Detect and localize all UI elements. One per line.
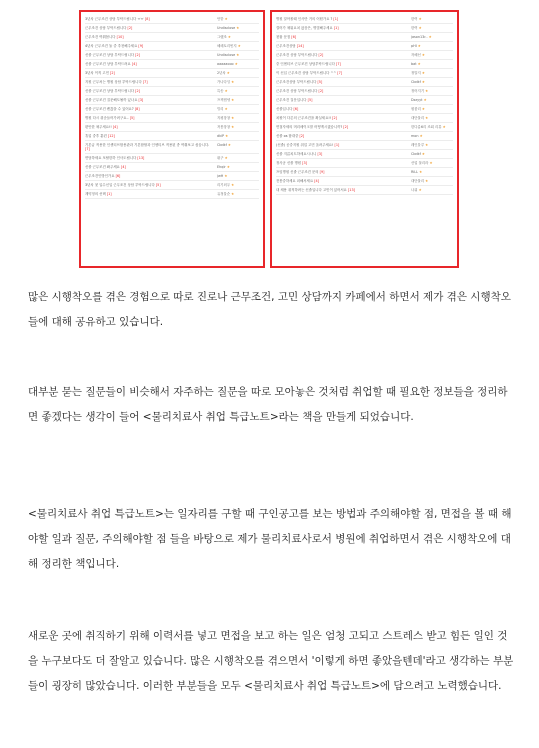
post-title-text[interactable]: 중 인센티브 근무조건 상담부탁드립니다 bbox=[276, 61, 336, 66]
post-title-text[interactable]: 편안한 채주세요!! bbox=[85, 124, 113, 129]
post-row[interactable] bbox=[85, 190, 259, 199]
post-title[interactable] bbox=[276, 35, 411, 39]
post-author[interactable] bbox=[217, 53, 259, 57]
author-name[interactable]: 2년차 bbox=[217, 70, 226, 75]
post-author[interactable] bbox=[411, 125, 453, 129]
member-star-icon: ★ bbox=[428, 160, 433, 165]
author-name[interactable]: Cbdkf bbox=[411, 79, 421, 84]
member-star-icon: ★ bbox=[225, 70, 230, 75]
post-title[interactable] bbox=[85, 35, 217, 39]
comment-count: [1] bbox=[106, 191, 112, 196]
post-row[interactable] bbox=[276, 24, 453, 33]
member-star-icon: ★ bbox=[226, 142, 231, 147]
left-post-list bbox=[79, 10, 265, 268]
author-name[interactable]: 저봉창창 bbox=[217, 124, 231, 129]
member-star-icon: ★ bbox=[233, 61, 238, 66]
author-name[interactable]: mon bbox=[411, 133, 419, 138]
post-author[interactable] bbox=[411, 62, 453, 66]
comment-count: [2] bbox=[318, 52, 324, 57]
post-row[interactable] bbox=[85, 114, 259, 123]
comment-count: [4] bbox=[131, 61, 137, 66]
member-star-icon: ★ bbox=[236, 43, 241, 48]
comment-count: [6] bbox=[291, 34, 297, 39]
author-name[interactable]: 한다름6리 조회 리뷰 bbox=[411, 124, 442, 129]
comment-count: [6] bbox=[115, 173, 121, 178]
post-title-text[interactable]: 신졸 근무조건 상담 부탁드립니다 bbox=[85, 52, 136, 57]
post-row[interactable] bbox=[85, 154, 259, 163]
member-star-icon: ★ bbox=[424, 142, 429, 147]
post-title[interactable] bbox=[276, 161, 411, 165]
post-title-text[interactable]: 내 채용 취직하려는 신졸입니다 고민이 있어서요 bbox=[276, 187, 348, 192]
post-title[interactable] bbox=[85, 156, 217, 160]
author-name[interactable]: 그랬조 bbox=[217, 34, 227, 39]
post-row[interactable] bbox=[85, 78, 259, 87]
post-author[interactable] bbox=[411, 170, 453, 174]
post-title[interactable] bbox=[276, 107, 411, 111]
author-name[interactable]: Undisclose bbox=[217, 25, 236, 30]
member-star-icon: ★ bbox=[230, 191, 235, 196]
member-star-icon: ★ bbox=[420, 106, 425, 111]
author-name[interactable]: pHI bbox=[411, 43, 417, 48]
post-row[interactable] bbox=[276, 114, 453, 123]
author-name[interactable]: 특송 bbox=[217, 88, 224, 93]
post-author[interactable] bbox=[217, 192, 259, 196]
post-author[interactable] bbox=[217, 183, 259, 187]
member-star-icon: ★ bbox=[230, 115, 235, 120]
post-title[interactable] bbox=[85, 143, 217, 151]
comment-count: [2] bbox=[135, 88, 140, 93]
member-star-icon: ★ bbox=[427, 34, 432, 39]
author-name[interactable]: 레인블루 bbox=[411, 142, 425, 147]
member-star-icon: ★ bbox=[223, 155, 228, 160]
author-name[interactable]: dkiP bbox=[217, 133, 225, 138]
author-name[interactable]: RiLL bbox=[411, 169, 419, 174]
comment-count: [3] bbox=[138, 97, 144, 102]
post-title[interactable] bbox=[276, 62, 411, 66]
member-star-icon: ★ bbox=[225, 164, 230, 169]
post-row[interactable] bbox=[276, 42, 453, 51]
comment-count: [2] bbox=[343, 124, 349, 129]
post-title[interactable] bbox=[276, 188, 411, 192]
article-body-3 bbox=[28, 502, 514, 577]
member-star-icon: ★ bbox=[230, 124, 235, 129]
comment-count: [7] bbox=[85, 146, 90, 151]
post-row[interactable] bbox=[85, 141, 259, 154]
post-author[interactable] bbox=[217, 134, 259, 138]
comment-count: [2] bbox=[127, 25, 133, 30]
post-title-text[interactable]: 첫잡 문점 bbox=[276, 34, 292, 39]
author-name[interactable]: 혜헤토리빈지 bbox=[217, 43, 237, 48]
post-title-text[interactable]: 계약정의 선택 bbox=[85, 191, 107, 196]
member-star-icon: ★ bbox=[424, 115, 429, 120]
comment-count: [1] bbox=[333, 25, 339, 30]
comment-count: [9] bbox=[138, 43, 144, 48]
post-title[interactable] bbox=[276, 71, 411, 75]
post-title[interactable] bbox=[85, 80, 217, 84]
member-star-icon: ★ bbox=[416, 61, 421, 66]
member-star-icon: ★ bbox=[422, 97, 427, 102]
post-row[interactable] bbox=[85, 163, 259, 172]
post-title-text[interactable]: 이 신입 근무조건 상담 부탁드립니다 ^^ bbox=[276, 70, 338, 75]
post-author[interactable] bbox=[411, 107, 453, 111]
author-name[interactable]: 가나다잉 bbox=[217, 79, 231, 84]
post-author[interactable] bbox=[217, 165, 259, 169]
author-name[interactable]: 한여 bbox=[411, 25, 418, 30]
post-row[interactable] bbox=[276, 168, 453, 177]
post-title-text[interactable]: 병원 알아볼때 인사만 거의 어떤가요 ? bbox=[276, 16, 334, 21]
author-name[interactable]: 지평창창 bbox=[217, 115, 231, 120]
author-name[interactable]: 유정불순 bbox=[217, 191, 231, 196]
comment-count: [14] bbox=[296, 43, 304, 48]
post-row[interactable] bbox=[85, 24, 259, 33]
member-star-icon: ★ bbox=[223, 88, 228, 93]
author-name[interactable]: 정말지 bbox=[411, 70, 421, 75]
post-title-text[interactable]: 전봉중하세요 피해서세요 bbox=[276, 178, 315, 183]
author-name[interactable]: 대단물리 bbox=[411, 178, 425, 183]
article-body-2 bbox=[28, 380, 514, 430]
post-title-text[interactable]: 휴업 중후 훈련 bbox=[85, 133, 108, 138]
post-title[interactable] bbox=[85, 116, 217, 120]
post-author[interactable] bbox=[411, 80, 453, 84]
post-row[interactable] bbox=[85, 69, 259, 78]
comment-count: [1] bbox=[334, 142, 340, 147]
author-name[interactable]: 프젝썸넹 bbox=[217, 97, 231, 102]
post-title[interactable] bbox=[85, 125, 217, 129]
post-row[interactable] bbox=[276, 186, 453, 195]
comment-count: [13] bbox=[347, 187, 355, 192]
post-title-text[interactable]: 3년차 이직 고민 bbox=[85, 70, 111, 75]
member-star-icon: ★ bbox=[441, 124, 446, 129]
post-row[interactable] bbox=[85, 172, 259, 181]
comment-count: [8] bbox=[144, 16, 150, 21]
post-title-text[interactable]: 근무조건인방인가요 bbox=[85, 173, 116, 178]
post-title-text[interactable]: 3년차 첫 입수신입 근무조건 상담 부탁드립니다 bbox=[85, 182, 156, 187]
post-title-text[interactable]: 근무조건상담 bbox=[276, 43, 297, 48]
comment-count: [4] bbox=[112, 124, 118, 129]
author-name[interactable]: aaaaaooo bbox=[217, 61, 234, 66]
post-author[interactable] bbox=[411, 116, 453, 120]
author-name[interactable]: 산업 물리라 bbox=[411, 160, 429, 165]
post-row[interactable] bbox=[276, 105, 453, 114]
post-title[interactable] bbox=[276, 125, 411, 129]
post-title-text[interactable]: (신졸) 공중지원 취업 고민 올려주세요! bbox=[276, 142, 335, 147]
post-row[interactable] bbox=[85, 96, 259, 105]
post-title-text[interactable]: 신졸 근무조건 질문해도될까 있나요 bbox=[85, 97, 139, 102]
post-title[interactable] bbox=[276, 170, 411, 174]
post-title[interactable] bbox=[276, 98, 411, 102]
author-name[interactable]: Cbdkf bbox=[411, 151, 421, 156]
post-title[interactable] bbox=[276, 134, 411, 138]
post-row[interactable] bbox=[276, 60, 453, 69]
member-star-icon: ★ bbox=[420, 79, 425, 84]
comment-count: [4] bbox=[121, 164, 126, 169]
post-author[interactable] bbox=[411, 35, 453, 39]
comment-count: [13] bbox=[137, 155, 145, 160]
member-star-icon: ★ bbox=[224, 133, 229, 138]
comment-count: [6] bbox=[293, 106, 299, 111]
post-title[interactable] bbox=[276, 152, 411, 156]
post-author[interactable] bbox=[217, 80, 259, 84]
comment-count: [4] bbox=[314, 178, 319, 183]
post-row[interactable] bbox=[85, 51, 259, 60]
forum-screenshot bbox=[79, 10, 459, 272]
comment-count: [8] bbox=[134, 106, 140, 111]
post-row[interactable] bbox=[276, 96, 453, 105]
paragraph-2: 대부분 묻는 질문들이 비슷해서 자주하는 질문을 따로 모아놓은 것처럼 취업할 때 필요한 정보들을 정리하면 좋겠다는 생각이 들어 <물리치료사 취업 특급노트>라는 책을 만들게 되었습니다. bbox=[28, 386, 508, 423]
member-star-icon: ★ bbox=[230, 182, 235, 187]
member-star-icon: ★ bbox=[223, 173, 228, 178]
member-star-icon: ★ bbox=[418, 133, 423, 138]
comment-count: [5] bbox=[155, 182, 161, 187]
post-title-text[interactable]: 프임병원 신졸 근무조건 문의 bbox=[276, 169, 320, 174]
member-star-icon: ★ bbox=[420, 52, 425, 57]
post-author[interactable] bbox=[411, 89, 453, 93]
post-title-text[interactable]: 근무조건 상담 부탁드립니다 bbox=[85, 25, 128, 30]
author-name[interactable]: 정어지기 bbox=[411, 88, 425, 93]
post-author[interactable] bbox=[411, 53, 453, 57]
paragraph-4: 새로운 곳에 취직하기 위해 이력서를 넣고 면접을 보고 하는 일은 엄청 고되고 스트레스 받고 힘든 일인 것을 누구보다도 더 잘알고 있습니다. 많은 시행착오를 겪으면서 '이렇게 하면 좋았을텐데'라고 생각하는 부분들이 굉장히 많았습니다. 이러한 부분들을 모두 <물리치료사 취업 특급노트>에 담으려고 노력했습니다. bbox=[28, 630, 514, 692]
post-title-text[interactable]: 신졸입니다 bbox=[276, 106, 294, 111]
post-author[interactable] bbox=[217, 26, 259, 30]
post-author[interactable] bbox=[217, 156, 259, 160]
post-row[interactable] bbox=[276, 132, 453, 141]
author-name[interactable]: 원룸리 bbox=[411, 106, 421, 111]
comment-count: [7] bbox=[142, 79, 148, 84]
post-title[interactable] bbox=[85, 17, 217, 21]
post-row[interactable] bbox=[85, 33, 259, 42]
member-star-icon: ★ bbox=[417, 25, 422, 30]
member-star-icon: ★ bbox=[223, 106, 228, 111]
post-title-text[interactable]: 결어가 채워요치 않음은, 명법해주세요 bbox=[276, 25, 334, 30]
post-author[interactable] bbox=[411, 26, 453, 30]
post-title[interactable] bbox=[276, 80, 411, 84]
post-title[interactable] bbox=[85, 44, 217, 48]
post-row[interactable] bbox=[85, 123, 259, 132]
comment-count: [2] bbox=[332, 115, 337, 120]
post-title[interactable] bbox=[276, 26, 411, 30]
post-title-text[interactable]: 근무조건 상담 부탁드립니다 bbox=[276, 88, 319, 93]
member-star-icon: ★ bbox=[416, 43, 421, 48]
article-body bbox=[28, 285, 514, 335]
post-author[interactable] bbox=[411, 152, 453, 156]
member-star-icon: ★ bbox=[420, 70, 425, 75]
post-title[interactable] bbox=[85, 165, 217, 169]
post-row[interactable] bbox=[85, 181, 259, 190]
post-title-text[interactable]: 기본급 적용한 인센티브합용관과 기본합할과 인센티브 적용된 종 여쭤보고 싶습니다. bbox=[85, 142, 210, 147]
paragraph-3: <물리치료사 취업 특급노트>는 일자리를 구할 때 구인공고를 보는 방법과 주의해야할 점, 면접을 볼 때 해야할 일과 질문, 주의해야할 점 들을 바탕으로 제가 물리치료사로서 병원에 취업하면서 겪은 시행착오에 대해 정리한 책입니다. bbox=[28, 508, 512, 570]
post-title[interactable] bbox=[85, 71, 217, 75]
member-star-icon: ★ bbox=[424, 178, 429, 183]
post-title[interactable] bbox=[276, 116, 411, 120]
author-name[interactable]: jason13r.. bbox=[411, 34, 428, 39]
post-author[interactable] bbox=[411, 17, 453, 21]
author-name[interactable]: bat bbox=[411, 61, 417, 66]
post-title-text[interactable]: 신졸 근무조건 봐주세요 bbox=[85, 164, 121, 169]
post-title[interactable] bbox=[276, 53, 411, 57]
post-row[interactable] bbox=[276, 150, 453, 159]
post-title[interactable] bbox=[85, 107, 217, 111]
post-title[interactable] bbox=[85, 89, 217, 93]
post-row[interactable] bbox=[85, 15, 259, 24]
comment-count: [3] bbox=[302, 160, 307, 165]
post-title[interactable] bbox=[276, 179, 411, 183]
post-author[interactable] bbox=[411, 188, 453, 192]
post-title-text[interactable]: 3년차 근무조건 상담 부탁드립니다 ㅠㅠ bbox=[85, 16, 145, 21]
paragraph-1: 많은 시행착오를 겪은 경험으로 따로 진로나 근무조건, 고민 상담까지 카페에서 하면서 제가 겪은 시행착오들에 대해 공유하고 있습니다. bbox=[28, 291, 511, 328]
post-title-text[interactable]: 병원 다시 취준들어가려구요.. bbox=[85, 115, 130, 120]
post-author[interactable] bbox=[217, 17, 259, 21]
post-author[interactable] bbox=[217, 35, 259, 39]
comment-count: [5] bbox=[317, 79, 323, 84]
post-title-text[interactable]: 근무조건 여쭤봅니다 bbox=[85, 34, 117, 39]
post-title[interactable] bbox=[85, 192, 217, 196]
post-title-text[interactable]: 신졸 근무조건 괜찮을 수 있어요? bbox=[85, 106, 135, 111]
post-author[interactable] bbox=[411, 98, 453, 102]
comment-count: [2] bbox=[318, 88, 324, 93]
article-body-4 bbox=[28, 624, 514, 699]
post-author[interactable] bbox=[217, 62, 259, 66]
post-author[interactable] bbox=[411, 71, 453, 75]
author-name[interactable]: 한여 bbox=[411, 16, 418, 21]
post-title-text[interactable]: 치원이 다른의 근무조건을 확실세요!! bbox=[276, 115, 333, 120]
post-title[interactable] bbox=[85, 134, 217, 138]
author-name[interactable]: 나위 bbox=[411, 187, 418, 192]
author-name[interactable]: 펑구 bbox=[217, 155, 224, 160]
comment-count: [1] bbox=[333, 16, 339, 21]
post-author[interactable] bbox=[411, 179, 453, 183]
post-title[interactable] bbox=[276, 44, 411, 48]
post-title[interactable] bbox=[85, 53, 217, 57]
author-name[interactable]: jwH bbox=[217, 173, 224, 178]
comment-count: [9] bbox=[319, 169, 325, 174]
post-author[interactable] bbox=[217, 98, 259, 102]
author-name[interactable]: 안뚱 bbox=[217, 16, 224, 21]
post-title-text[interactable]: 면접자세의 머리메이크를 어떻게시겠습니까? bbox=[276, 124, 344, 129]
member-star-icon: ★ bbox=[418, 169, 423, 174]
post-row[interactable] bbox=[85, 105, 259, 114]
post-author[interactable] bbox=[411, 161, 453, 165]
post-row[interactable] bbox=[276, 141, 453, 150]
post-title-text[interactable]: 정사공 신졸 병원 bbox=[276, 160, 303, 165]
post-row[interactable] bbox=[276, 78, 453, 87]
post-row[interactable] bbox=[276, 87, 453, 96]
author-name[interactable]: 대단물리 bbox=[411, 115, 425, 120]
post-title-text[interactable]: 신졸 근무조건 상담 부탁드립니다 bbox=[85, 88, 136, 93]
member-star-icon: ★ bbox=[420, 151, 425, 156]
post-title[interactable] bbox=[276, 143, 411, 147]
member-star-icon: ★ bbox=[424, 88, 429, 93]
post-author[interactable] bbox=[217, 143, 259, 147]
author-name[interactable]: 밍리 bbox=[217, 106, 224, 111]
member-star-icon: ★ bbox=[417, 187, 422, 192]
post-author[interactable] bbox=[411, 143, 453, 147]
post-title[interactable] bbox=[85, 26, 217, 30]
post-title-text[interactable]: 신졸 os 합대중 bbox=[276, 133, 300, 138]
post-author[interactable] bbox=[217, 107, 259, 111]
comment-count: [5] bbox=[129, 115, 135, 120]
post-title-text[interactable]: 신졸 지름치트하세요시나니 bbox=[276, 151, 318, 156]
comment-count: [2] bbox=[299, 133, 305, 138]
member-star-icon: ★ bbox=[235, 25, 240, 30]
author-name[interactable]: 리기외우 bbox=[217, 182, 231, 187]
comment-count: [2] bbox=[110, 70, 115, 75]
comment-count: [7] bbox=[336, 61, 341, 66]
post-title-text[interactable]: 4년차 근무조건 둘 중 추천해주세요 bbox=[85, 43, 139, 48]
post-title[interactable] bbox=[85, 62, 217, 66]
author-name[interactable]: 자혜선 bbox=[411, 52, 421, 57]
comment-count: [2] bbox=[135, 52, 140, 57]
post-author[interactable] bbox=[217, 125, 259, 129]
comment-count: [5] bbox=[307, 97, 313, 102]
post-title[interactable] bbox=[85, 98, 217, 102]
post-row[interactable] bbox=[276, 69, 453, 78]
comment-count: [7] bbox=[337, 70, 343, 75]
post-author[interactable] bbox=[217, 44, 259, 48]
post-row[interactable] bbox=[276, 123, 453, 132]
post-author[interactable] bbox=[411, 134, 453, 138]
post-row[interactable] bbox=[85, 132, 259, 141]
post-title[interactable] bbox=[276, 17, 411, 21]
post-author[interactable] bbox=[411, 44, 453, 48]
post-title-text[interactable]: 근무조건 상담 부탁드립니다 bbox=[276, 52, 319, 57]
post-author[interactable] bbox=[217, 71, 259, 75]
post-author[interactable] bbox=[217, 116, 259, 120]
post-title-text[interactable]: 면담하세요 포탈한하 인사도립니다 bbox=[85, 155, 138, 160]
post-title[interactable] bbox=[85, 174, 217, 178]
post-title[interactable] bbox=[85, 183, 217, 187]
author-name[interactable]: Undisclose bbox=[217, 52, 236, 57]
post-row[interactable] bbox=[276, 33, 453, 42]
post-title-text[interactable]: 근무조건상담 부탁드립니다 bbox=[276, 79, 318, 84]
post-author[interactable] bbox=[217, 89, 259, 93]
member-star-icon: ★ bbox=[417, 16, 422, 21]
right-post-list bbox=[270, 10, 459, 268]
author-name[interactable]: Dzzyyt bbox=[411, 97, 423, 102]
member-star-icon: ★ bbox=[226, 34, 231, 39]
member-star-icon: ★ bbox=[223, 16, 228, 21]
post-row[interactable] bbox=[276, 159, 453, 168]
author-name[interactable]: Ehqlr bbox=[217, 164, 226, 169]
member-star-icon: ★ bbox=[230, 97, 235, 102]
post-title-text[interactable]: 근무조건 질문입니다 bbox=[276, 97, 308, 102]
post-author[interactable] bbox=[217, 174, 259, 178]
post-title-text[interactable]: 지원 근무처는 병원 상담 부탁드립니다 bbox=[85, 79, 143, 84]
member-star-icon: ★ bbox=[230, 79, 235, 84]
author-name[interactable]: Cbdkf bbox=[217, 142, 227, 147]
post-title[interactable] bbox=[276, 89, 411, 93]
comment-count: [3] bbox=[317, 151, 323, 156]
post-row[interactable] bbox=[276, 177, 453, 186]
post-row[interactable] bbox=[85, 87, 259, 96]
post-row[interactable] bbox=[85, 42, 259, 51]
post-row[interactable] bbox=[276, 15, 453, 24]
comment-count: [10] bbox=[116, 34, 124, 39]
comment-count: [12] bbox=[107, 133, 115, 138]
post-row[interactable] bbox=[276, 51, 453, 60]
post-row[interactable] bbox=[85, 60, 259, 69]
member-star-icon: ★ bbox=[235, 52, 240, 57]
post-title-text[interactable]: 신졸 근무조건 상담 부탁드려요 bbox=[85, 61, 132, 66]
